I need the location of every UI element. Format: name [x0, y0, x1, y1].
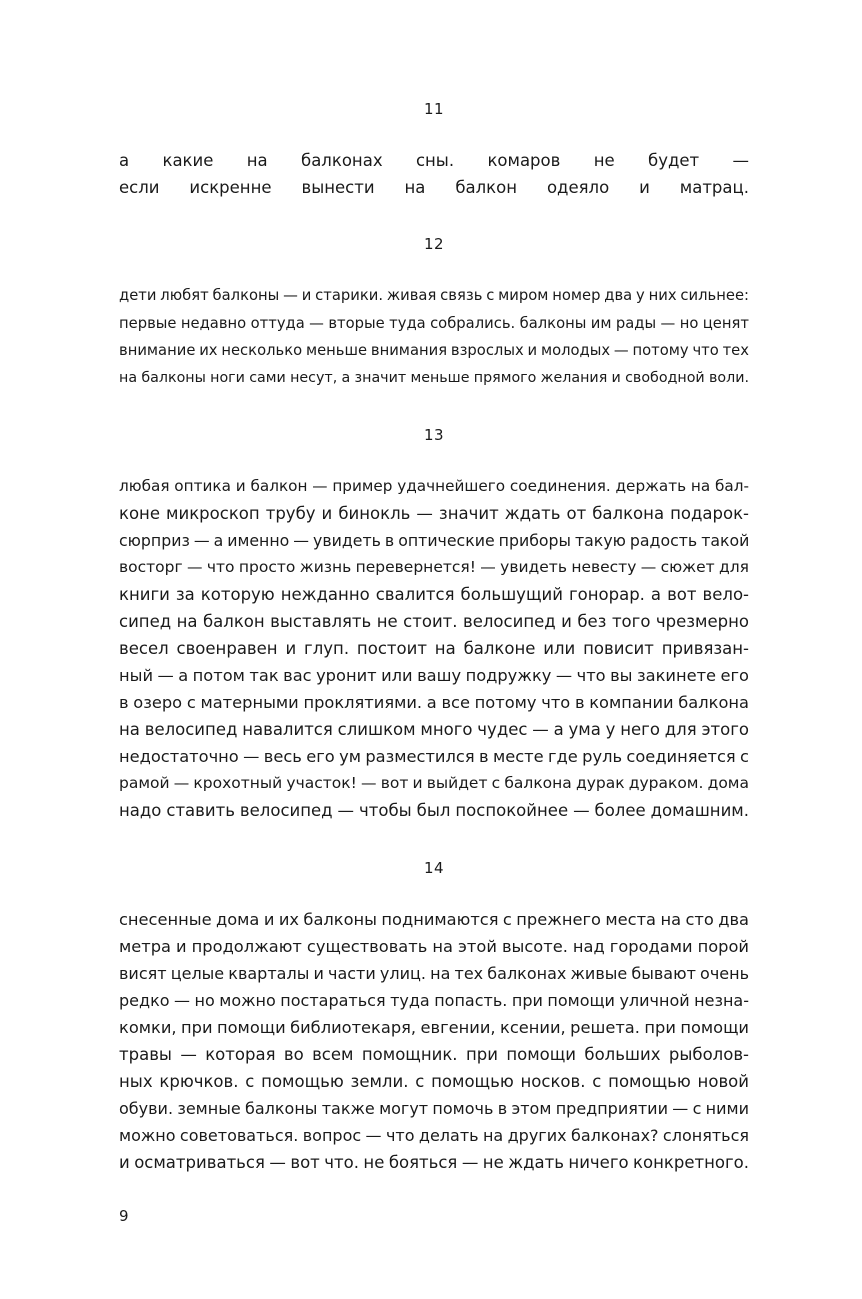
section-number: 13: [423, 426, 445, 444]
text-line: обуви. земные балконы также могут помочь в этом предприятии — с ними: [119, 1099, 749, 1118]
section-number: 14: [423, 859, 445, 877]
text-line: ных крючков. с помощью земли. с помощью носков. с помощью новой: [119, 1072, 749, 1091]
text-line: и осматриваться — вот что. не бояться — не ждать ничего конкретного.: [119, 1153, 749, 1172]
text-line: сюрприз — а именно — увидеть в оптические приборы такую радость такой: [119, 531, 750, 550]
text-line: комки, при помощи библиотекаря, евгении, ксении, решета. при помощи: [119, 1018, 749, 1037]
text-line: метра и продолжают существовать на этой высоте. над городами порой: [119, 937, 749, 956]
text-line: можно советоваться. вопрос — что делать на других балконах? слоняться: [119, 1126, 749, 1145]
text-line: весел своенравен и глуп. постоит на балконе или повисит привязан-: [119, 639, 749, 658]
text-line: любая оптика и балкон — пример удачнейшего соединения. держать на бал-: [119, 477, 749, 495]
text-line: книги за которую нежданно свалится большущий гонорар. а вот вело-: [119, 585, 749, 604]
text-line: если искренне вынести на балкон одеяло и матрац.: [119, 178, 749, 197]
text-line: надо ставить велосипед — чтобы был поспокойнее — более домашним.: [119, 801, 749, 820]
text-line: сипед на балкон выставлять не стоит. велосипед и без того чрезмерно: [119, 612, 749, 631]
text-line: а какие на балконах сны. комаров не будет —: [119, 151, 749, 170]
text-line: ный — а потом так вас уронит или вашу подружку — что вы закинете его: [119, 666, 749, 685]
section-number: 12: [423, 235, 445, 253]
text-line: дети любят балконы — и старики. живая связь с миром номер два у них сильнее:: [119, 287, 749, 304]
text-line: на балконы ноги сами несут, а значит меньше прямого желания и свободной воли.: [119, 370, 749, 386]
text-line: висят целые кварталы и части улиц. на тех балконах живые бывают очень: [119, 964, 749, 983]
section-number: 11: [423, 100, 445, 118]
text-line: в озеро с матерными проклятиями. а все потому что в компании балкона: [119, 693, 749, 712]
text-line: рамой — крохотный участок! — вот и выйдет с балкона дурак дураком. дома: [119, 774, 749, 792]
text-line: недостаточно — весь его ум разместился в месте где руль соединяется с: [119, 747, 749, 766]
text-line: внимание их несколько меньше внимания взрослых и молодых — потому что тех: [119, 342, 749, 359]
text-line: восторг — что просто жизнь перевернется! — увидеть невесту — сюжет для: [119, 558, 749, 576]
text-line: на велосипед навалится слишком много чудес — а ума у него для этого: [119, 720, 749, 739]
text-line: редко — но можно постараться туда попасть. при помощи уличной незна-: [119, 991, 749, 1010]
text-line: снесенные дома и их балконы поднимаются с прежнего места на сто два: [119, 910, 749, 929]
text-line: коне микроскоп трубу и бинокль — значит ждать от балкона подарок-: [119, 504, 749, 523]
text-line: первые недавно оттуда — вторые туда собрались. балконы им рады — но ценят: [119, 315, 749, 332]
text-line: травы — которая во всем помощник. при помощи больших рыболов-: [119, 1045, 749, 1064]
page-number: 9: [119, 1207, 129, 1225]
